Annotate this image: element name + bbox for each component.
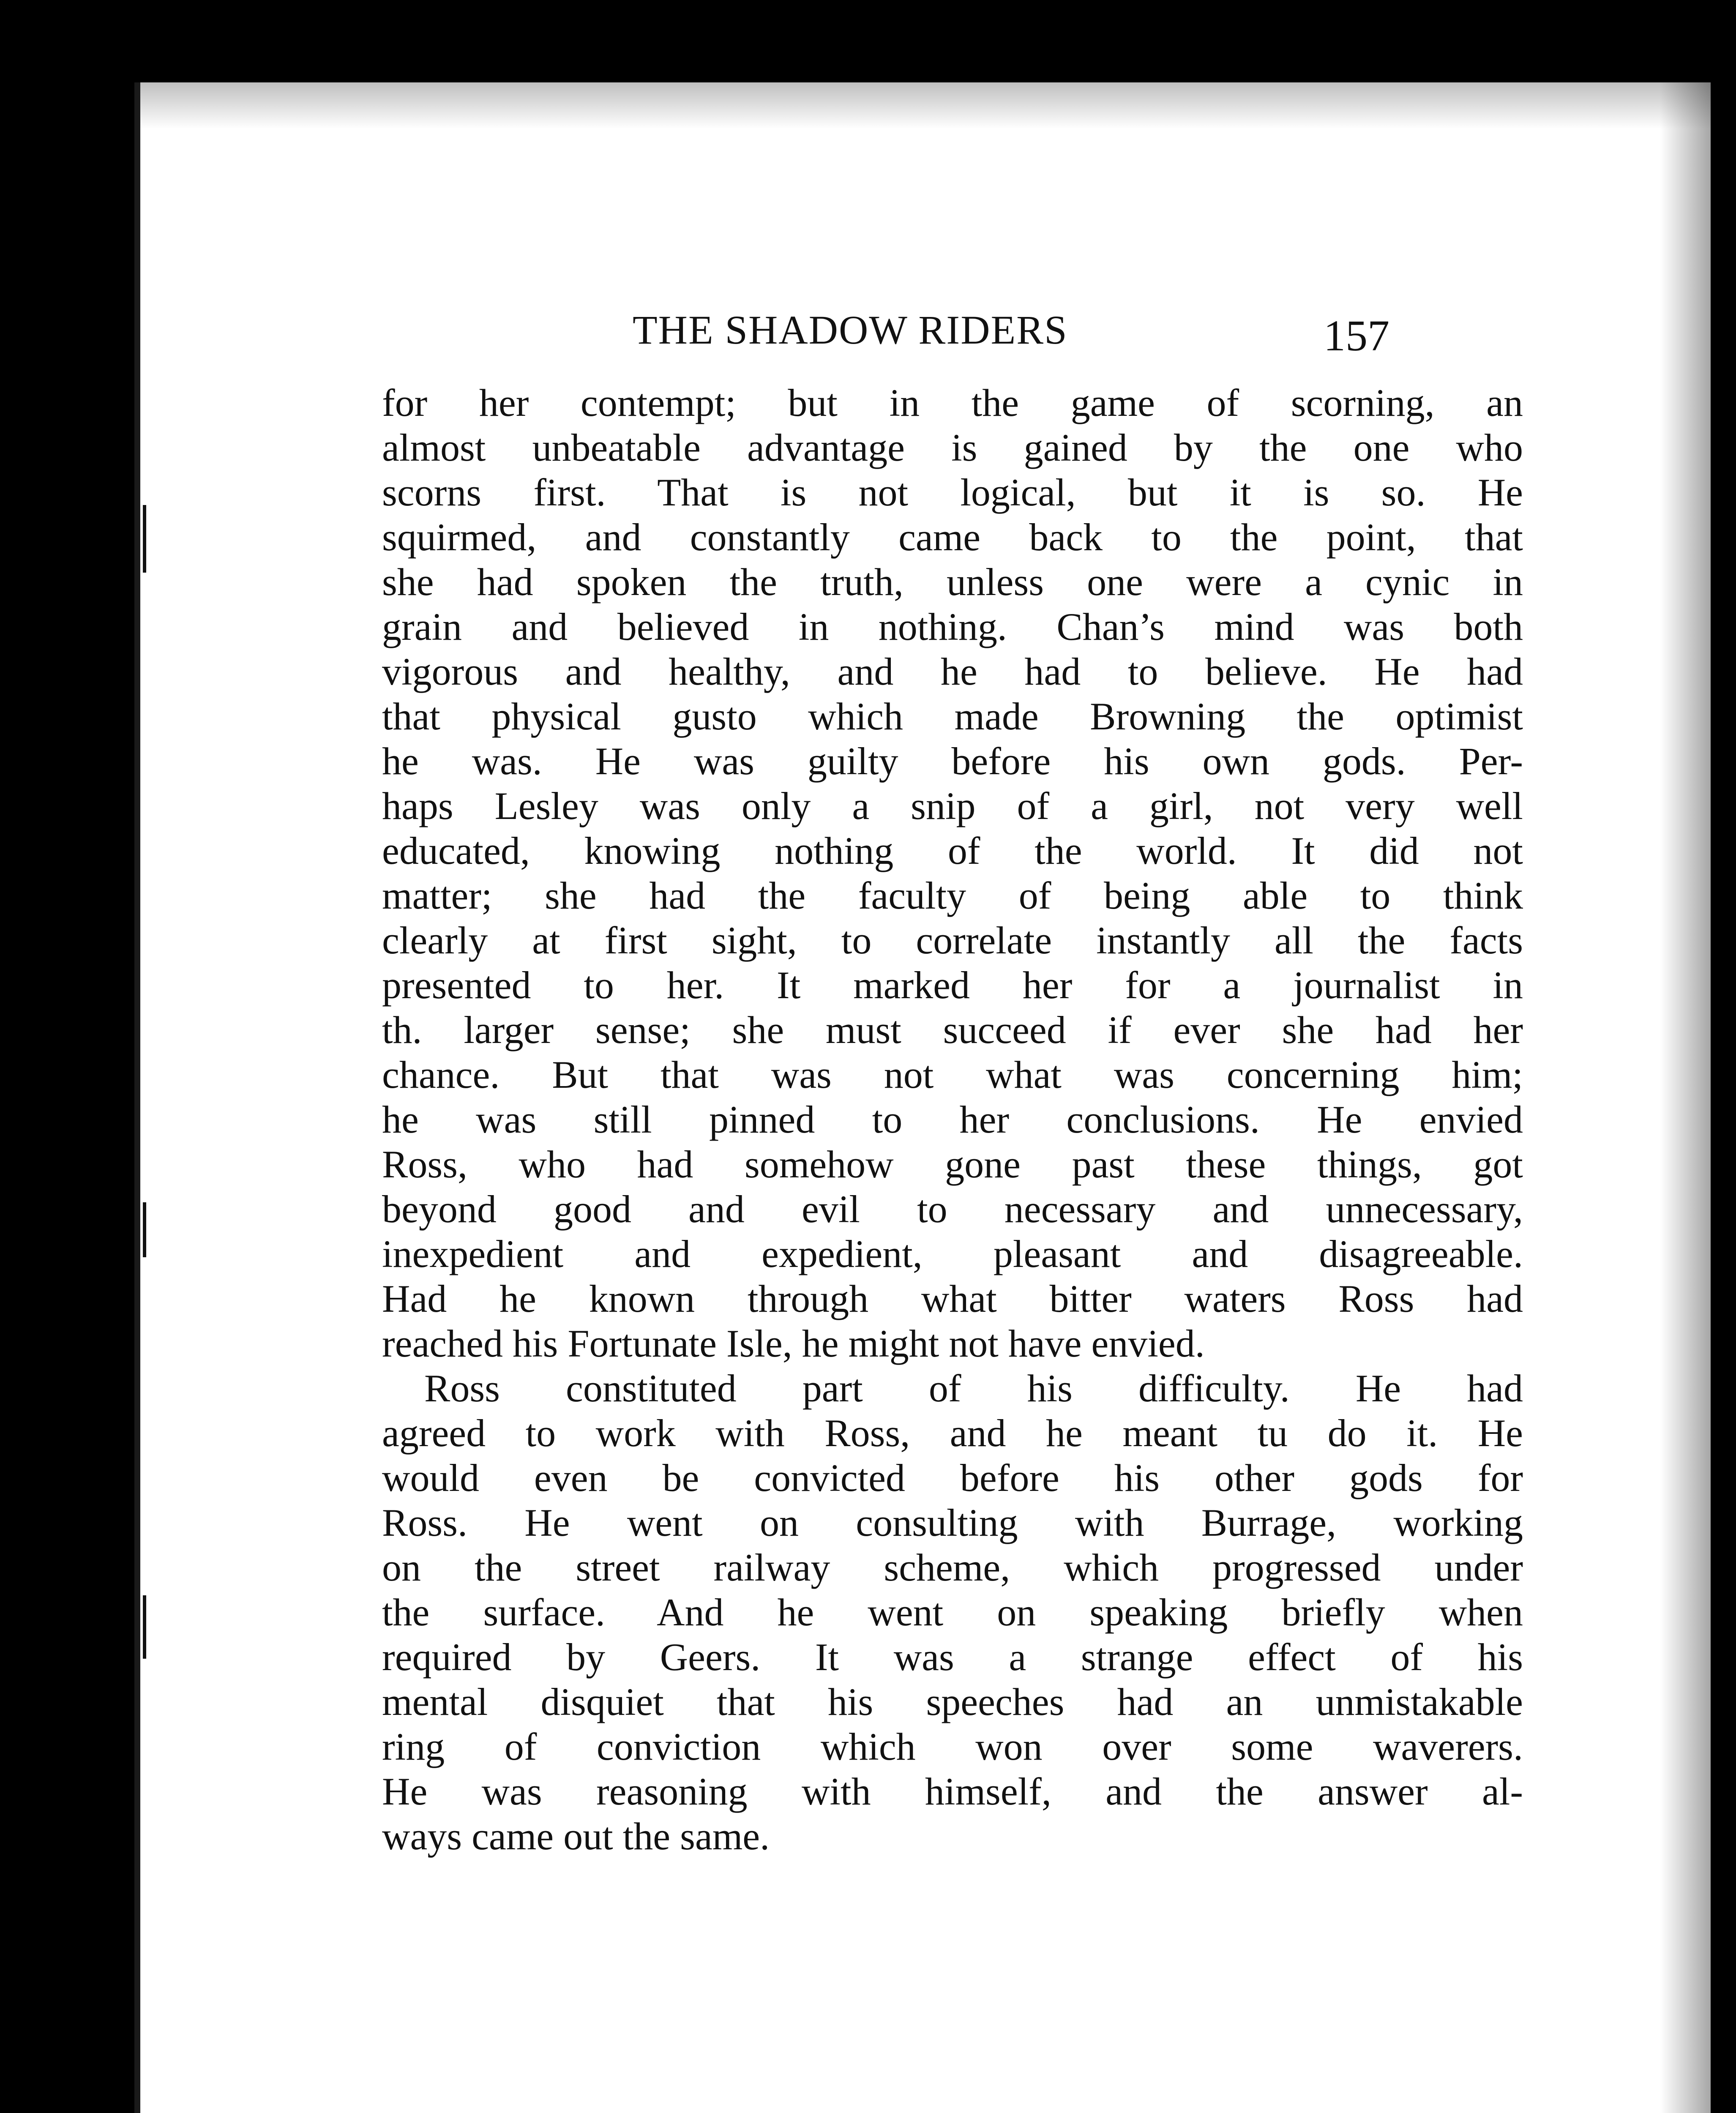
text-line: the surface. And he went on speaking briefly when [382,1591,1523,1634]
text-line: Ross, who had somehow gone past these things, got [382,1143,1523,1186]
text-line: ways came out the same. [382,1815,770,1858]
binding-edge-mark [143,1202,146,1257]
text-line: he was. He was guilty before his own gods. Per- [382,740,1523,783]
text-line: inexpedient and expedient, pleasant and disagreeable. [382,1232,1523,1275]
binding-edge-mark [143,505,146,573]
binding-edge-mark [143,1595,146,1659]
text-line: vigorous and healthy, and he had to believe. He had [382,650,1523,693]
text-line: squirmed, and constantly came back to the point, that [382,516,1523,559]
text-line: th. larger sense; she must succeed if ever she had her [382,1008,1523,1051]
text-line: on the street railway scheme, which progressed under [382,1546,1523,1589]
text-line: she had spoken the truth, unless one were a cynic in [382,560,1523,603]
text-line: he was still pinned to her conclusions. He envied [382,1098,1523,1141]
text-line: would even be convicted before his other gods for [382,1456,1523,1499]
text-line: haps Lesley was only a snip of a girl, not very well [382,784,1523,827]
paragraphs [382,380,1523,1859]
text-line: clearly at first sight, to correlate instantly all the facts [382,919,1523,962]
text-line: Ross constituted part of his difficulty. He had [424,1367,1523,1410]
text-line: beyond good and evil to necessary and unnecessary, [382,1188,1523,1231]
text-line: Had he known through what bitter waters Ross had [382,1277,1523,1320]
text-line: educated, knowing nothing of the world. It did not [382,829,1523,872]
text-line: presented to her. It marked her for a journalist in [382,964,1523,1007]
book-page [134,82,1711,2113]
text-line: ring of conviction which won over some waverers. [382,1725,1523,1768]
text-line: reached his Fortunate Isle, he might not have envied. [382,1322,1205,1365]
text-line: agreed to work with Ross, and he meant tu do it. He [382,1411,1523,1455]
text-line: required by Geers. It was a strange effect of his [382,1635,1523,1679]
page-number: 157 [1324,311,1389,360]
running-head: THE SHADOW RIDERS [633,307,1068,352]
text-line: scorns first. That is not logical, but it is so. He [382,471,1523,514]
text-line: almost unbeatable advantage is gained by the one who [382,426,1523,469]
text-line: matter; she had the faculty of being able to think [382,874,1523,917]
text-line: for her contempt; but in the game of scorning, an [382,381,1523,424]
text-line: chance. But that was not what was concerning him; [382,1053,1523,1096]
text-line: grain and believed in nothing. Chan’s mind was both [382,605,1523,648]
text-line: He was reasoning with himself, and the answer al- [382,1770,1523,1813]
body-text [382,380,1523,1859]
text-line: that physical gusto which made Browning the optimist [382,695,1523,738]
page-top-shadow [140,82,1711,129]
text-line: Ross. He went on consulting with Burrage, working [382,1501,1523,1544]
text-line: mental disquiet that his speeches had an unmistakable [382,1680,1523,1723]
page-right-shadow [1660,82,1711,2113]
